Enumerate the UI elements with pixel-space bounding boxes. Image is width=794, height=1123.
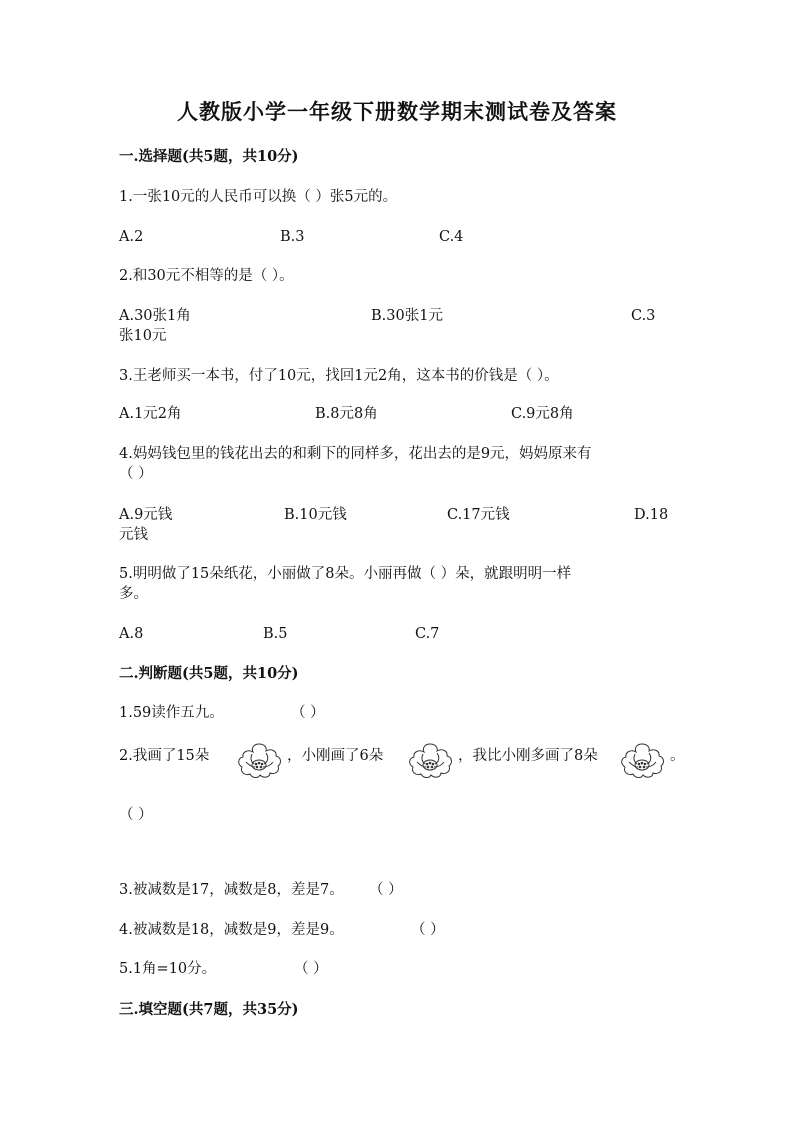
option-a: A.1元2角: [119, 406, 182, 422]
flower-icon: [234, 740, 284, 780]
option-a: A.2: [119, 229, 144, 245]
statement-text: 2.我画了15朵: [119, 748, 210, 764]
question-text: 5.明明做了15朵纸花，小丽做了8朵。小丽再做（ ）朵，就跟明明一样: [119, 566, 572, 582]
answer-blank: （ ）: [411, 922, 445, 938]
flower-icon: [405, 740, 455, 780]
option-a: A.8: [119, 626, 144, 642]
option-d-continued: 元钱: [119, 527, 148, 543]
option-c: C.4: [439, 229, 464, 245]
question-text-continued: 多。: [119, 586, 148, 602]
option-b: B.8元8角: [315, 406, 378, 422]
section-heading-choice: 一.选择题(共5题，共10分): [119, 148, 299, 165]
option-a: A.9元钱: [119, 507, 173, 523]
answer-blank: （ ）: [294, 961, 328, 977]
option-b: B.5: [263, 626, 288, 642]
statement-text: 1.59读作五九。: [119, 705, 224, 721]
option-a: A.30张1角: [119, 308, 191, 324]
page-title: 人教版小学一年级下册数学期末测试卷及答案: [177, 99, 617, 124]
option-c: C.3: [631, 308, 656, 324]
statement-text: 4.被减数是18，减数是9，差是9。: [119, 922, 344, 938]
answer-blank: （ ）: [119, 807, 153, 823]
option-b: B.3: [280, 229, 305, 245]
statement-text: ，小刚画了6朵: [287, 748, 384, 764]
option-c: C.9元8角: [511, 406, 574, 422]
statement-text: ，我比小刚多画了8朵: [458, 748, 598, 764]
question-text-continued: （ ）: [119, 466, 153, 482]
answer-blank: （ ）: [369, 882, 403, 898]
statement-text: 。: [670, 748, 685, 764]
section-heading-fill: 三.填空题(共7题，共35分): [119, 1001, 299, 1018]
flower-icon: [617, 740, 667, 780]
option-c-continued: 张10元: [119, 328, 167, 344]
option-b: B.10元钱: [284, 507, 347, 523]
statement-text: 3.被减数是17，减数是8，差是7。: [119, 882, 344, 898]
option-d: D.18: [634, 507, 669, 523]
question-text: 3.王老师买一本书，付了10元，找回1元2角，这本书的价钱是（ ）。: [119, 368, 559, 384]
question-text: 4.妈妈钱包里的钱花出去的和剩下的同样多，花出去的是9元，妈妈原来有: [119, 446, 592, 462]
section-heading-judgement: 二.判断题(共5题，共10分): [119, 665, 299, 682]
option-c: C.7: [415, 626, 440, 642]
statement-text: 5.1角=10分。: [119, 961, 217, 977]
option-c: C.17元钱: [447, 507, 510, 523]
option-b: B.30张1元: [371, 308, 443, 324]
question-text: 1.一张10元的人民币可以换（ ）张5元的。: [119, 189, 398, 205]
answer-blank: （ ）: [291, 705, 325, 721]
question-text: 2.和30元不相等的是（ ）。: [119, 268, 294, 284]
